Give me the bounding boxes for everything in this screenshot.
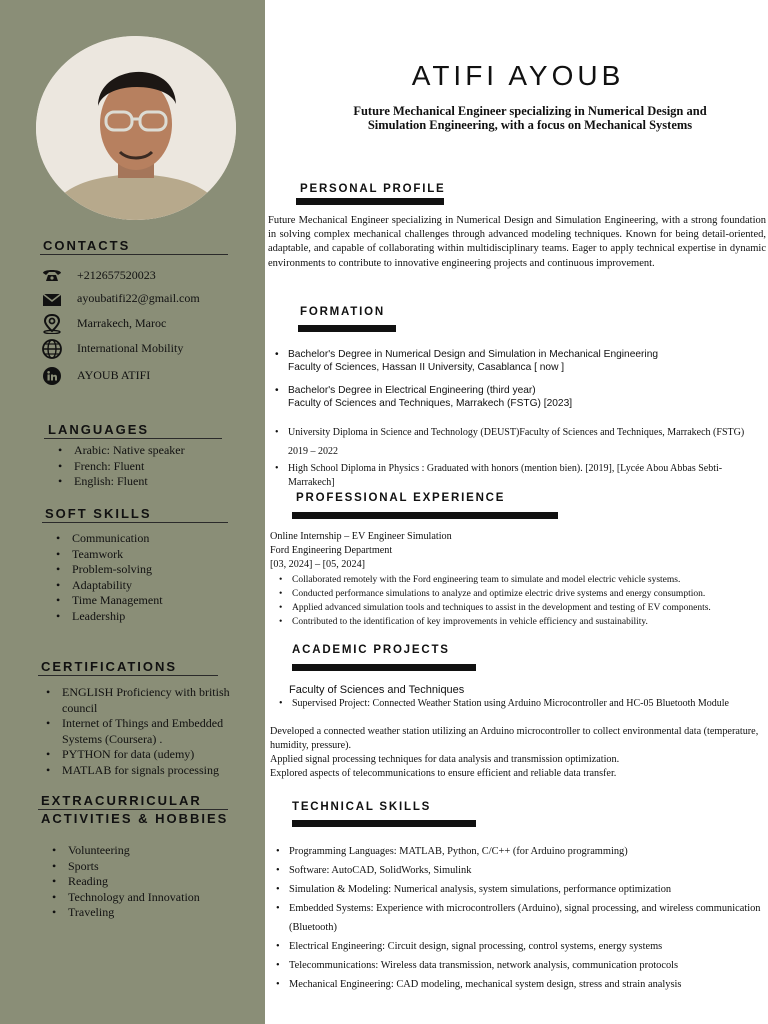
contact-email[interactable] (40, 289, 260, 313)
hobby-item: • Sports (52, 859, 200, 875)
contacts-divider (40, 254, 228, 255)
profile-bar (296, 198, 444, 205)
linkedin-icon (40, 366, 64, 386)
profile-photo (36, 36, 236, 220)
experience-bullet: • Collaborated remotely with the Ford engineering team to simulate and model electric vehicle systems. (276, 573, 766, 587)
soft-skills-list (56, 531, 163, 625)
sidebar (0, 0, 265, 1024)
experience-bullet: • Contributed to the identification of key improvements in vehicle efficiency and sustainability. (276, 615, 766, 629)
extracurricular-title: EXTRACURRICULAR (41, 793, 202, 808)
candidate-subtitle: Future Mechanical Engineer specializing in Numerical Design and Simulation Engineering, with a focus on Mechanical Systems (353, 104, 707, 132)
certification-item: • PYTHON for data (udemy) (46, 747, 246, 763)
soft-skills-divider (42, 522, 228, 523)
projects-bullets (276, 697, 756, 711)
soft-skill-item: • Leadership (56, 609, 163, 625)
skills-bar (292, 820, 476, 827)
formation-title: FORMATION (300, 306, 385, 318)
hobbies-list (52, 843, 200, 921)
formation-list (272, 349, 762, 410)
language-item: • French: Fluent (58, 459, 185, 475)
skills-title: TECHNICAL SKILLS (292, 801, 432, 813)
hobbies-title: ACTIVITIES & HOBBIES (41, 811, 229, 826)
experience-bullet: • Applied advanced simulation tools and techniques to assist in the development and testing of EV components. (276, 601, 766, 615)
skill-item: • Simulation & Modeling: Numerical analysis, system simulations, performance optimization (273, 880, 763, 899)
formation-item: • High School Diploma in Physics : Graduated with honors (mention bien). [2019], [Lycée Abou Abbas Sebti- Marrakech] (272, 462, 752, 490)
experience-role: Online Internship – EV Engineer Simulation (270, 531, 452, 542)
soft-skill-item: • Time Management (56, 593, 163, 609)
skill-item: • Embedded Systems: Experience with microcontrollers (Arduino), signal processing, and wireless communication (Bluetooth) (273, 899, 763, 937)
certification-item: • ENGLISH Proficiency with british council (46, 685, 246, 716)
profile-text: Future Mechanical Engineer specializing in Numerical Design and Simulation Engineering, with a strong foundation in solving complex mechanical challenges through advanced modeling techniques. Known for being detail-oriented, adaptable, and capable of collaborating within multidisciplinary teams. Eager to apply technical expertise in dynamic environments to contribute to innovative engineering projects and continuous improvement. (268, 215, 766, 269)
experience-dates: [03, 2024] – [05, 2024] (270, 559, 366, 570)
certifications-title: CERTIFICATIONS (41, 659, 178, 674)
experience-bar (292, 512, 558, 519)
project-bullet: • Supervised Project: Connected Weather Station using Arduino Microcontroller and HC-05 Bluetooth Module (276, 697, 756, 711)
experience-bullet: • Conducted performance simulations to analyze and optimize electric drive systems and energy consumption. (276, 587, 766, 601)
skill-item: • Programming Languages: MATLAB, Python, C/C++ (for Arduino programming) (273, 842, 763, 861)
soft-skills-title: SOFT SKILLS (45, 506, 152, 521)
contact-text: AYOUB ATIFI (77, 368, 151, 382)
project-line: Developed a connected weather station utilizing an Arduino microcontroller to collect environmental data (temperature, humidity, pressure). (270, 726, 759, 751)
certifications-divider (38, 675, 218, 676)
skill-item: • Telecommunications: Wireless data transmission, network analysis, communication protocols (273, 956, 763, 975)
portrait-illustration (36, 36, 236, 220)
phone-icon (40, 266, 64, 286)
hobby-item: • Traveling (52, 905, 200, 921)
skill-item: • Mechanical Engineering: CAD modeling, mechanical system design, stress and strain analysis (273, 975, 763, 994)
projects-bar (292, 664, 476, 671)
profile-title: PERSONAL PROFILE (300, 183, 446, 195)
languages-title: LANGUAGES (48, 422, 150, 437)
projects-institution: Faculty of Sciences and Techniques (289, 684, 465, 696)
language-item: • Arabic: Native speaker (58, 443, 185, 459)
experience-bullets (276, 573, 766, 629)
skills-list (273, 842, 763, 994)
languages-list (58, 443, 185, 490)
project-line: Applied signal processing techniques for data analysis and transmission optimization. (270, 754, 620, 765)
formation-item: • Bachelor's Degree in Electrical Engineering (third year) Faculty of Sciences and Techniques, Marrakech (FSTG) [2023] (272, 385, 762, 410)
email-icon (40, 289, 64, 309)
soft-skill-item: • Adaptability (56, 578, 163, 594)
skill-item: • Software: AutoCAD, SolidWorks, Simulink (273, 861, 763, 880)
certification-item: • MATLAB for signals processing (46, 763, 246, 779)
hobby-item: • Technology and Innovation (52, 890, 200, 906)
contact-linkedin[interactable] (40, 366, 260, 390)
formation-item: • Bachelor's Degree in Numerical Design and Simulation in Mechanical Engineering Faculty of Sciences, Hassan II University, Casablanca [ now ] (272, 349, 762, 374)
contact-mobility (40, 339, 260, 363)
contact-text: Marrakech, Maroc (77, 316, 167, 330)
experience-title: PROFESSIONAL EXPERIENCE (296, 492, 506, 504)
soft-skill-item: • Teamwork (56, 547, 163, 563)
contact-phone[interactable] (40, 266, 260, 290)
formation-bar (298, 325, 396, 332)
formation-list-2 (272, 424, 764, 461)
extracurricular-divider (38, 809, 228, 810)
soft-skill-item: • Communication (56, 531, 163, 547)
contact-text: +212657520023 (77, 268, 156, 282)
languages-divider (44, 438, 222, 439)
soft-skill-item: • Problem-solving (56, 562, 163, 578)
project-line: Explored aspects of telecommunications to ensure efficient and reliable data transfer. (270, 768, 617, 779)
formation-list-3 (272, 462, 752, 490)
contact-text: ayoubatifi22@gmail.com (77, 291, 200, 305)
experience-company: Ford Engineering Department (270, 545, 393, 556)
contacts-title: CONTACTS (43, 238, 131, 253)
hobby-item: • Reading (52, 874, 200, 890)
location-icon (40, 314, 64, 334)
contact-location (40, 314, 260, 338)
contact-text: International Mobility (77, 341, 184, 355)
skill-item: • Electrical Engineering: Circuit design, signal processing, control systems, energy systems (273, 937, 763, 956)
hobby-item: • Volunteering (52, 843, 200, 859)
certification-item: • Internet of Things and Embedded Systems (Coursera) . (46, 716, 246, 747)
language-item: • English: Fluent (58, 474, 185, 490)
candidate-name: ATIFI AYOUB (411, 60, 625, 91)
formation-item: • University Diploma in Science and Technology (DEUST)Faculty of Sciences and Techniques, Marrakech (FSTG) 2019 – 2022 (272, 424, 764, 461)
projects-description (270, 725, 762, 781)
certifications-list (46, 685, 246, 779)
globe-icon (40, 339, 64, 359)
projects-title: ACADEMIC PROJECTS (292, 644, 450, 656)
